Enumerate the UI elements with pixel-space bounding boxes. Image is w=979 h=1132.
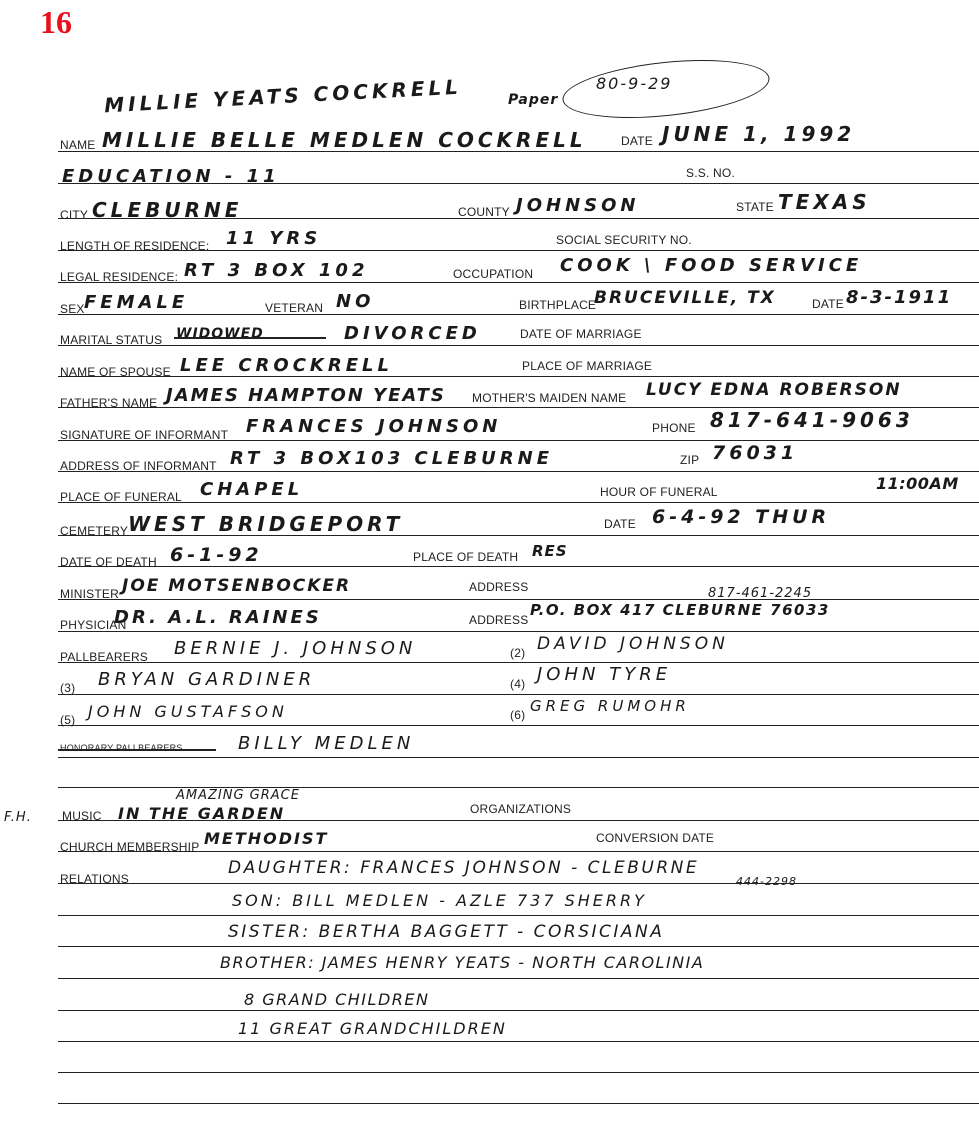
rule	[58, 978, 979, 979]
rule	[58, 662, 979, 663]
conversion-date-label: CONVERSION DATE	[596, 831, 715, 845]
rule	[58, 151, 979, 152]
veteran-value: NO	[336, 291, 375, 312]
birth-date-value: 8-3-1911	[846, 287, 953, 308]
pallbearer-6-number: (6)	[510, 708, 526, 722]
rule	[58, 1041, 979, 1042]
minister-label: MINISTER	[60, 587, 119, 601]
county-value: JOHNSON	[516, 195, 640, 216]
rule	[58, 883, 979, 884]
city-label: CITY	[60, 208, 89, 222]
cemetery-value: WEST BRIDGEPORT	[128, 512, 404, 536]
date-of-marriage-label: DATE OF MARRIAGE	[520, 327, 642, 341]
funeral-home-margin-note: F.H.	[4, 810, 32, 825]
pallbearer-5-number: (5)	[60, 713, 76, 727]
education-value: EDUCATION - 11	[62, 166, 280, 187]
header-title: MILLIE YEATS COCKRELL	[103, 74, 463, 118]
rule	[58, 694, 979, 695]
rule	[58, 915, 979, 916]
marital-status-label: MARITAL STATUS	[60, 333, 163, 347]
sex-label: SEX	[60, 302, 85, 316]
date-of-death-value: 6-1-92	[170, 544, 263, 566]
pallbearer-2: DAVID JOHNSON	[537, 634, 729, 654]
birthplace-value: BRUCEVILLE, TX	[594, 288, 776, 308]
paper-note: Paper	[508, 92, 559, 108]
cemetery-label: CEMETERY	[60, 524, 129, 538]
rule	[58, 1010, 979, 1011]
phone-value: 817-641-9063	[710, 408, 914, 432]
relation-daughter: DAUGHTER: FRANCES JOHNSON - CLEBURNE	[228, 858, 700, 878]
place-of-funeral-value: CHAPEL	[200, 479, 304, 500]
rule	[58, 218, 979, 219]
hour-of-funeral-label: HOUR OF FUNERAL	[600, 485, 718, 499]
physician-value: DR. A.L. RAINES	[114, 607, 322, 628]
organizations-label: ORGANIZATIONS	[470, 802, 572, 816]
pallbearer-3: BRYAN GARDINER	[98, 669, 316, 690]
rule	[58, 631, 979, 632]
veteran-label: VETERAN	[265, 301, 324, 315]
legal-residence-value: RT 3 BOX 102	[184, 260, 369, 281]
relations-label: RELATIONS	[60, 872, 129, 886]
mother-label: MOTHER'S MAIDEN NAME	[472, 391, 627, 405]
relation-grandchildren: 8 GRAND CHILDREN	[244, 990, 430, 1009]
rule	[58, 757, 979, 758]
rule	[58, 1072, 979, 1073]
pallbearer-4: JOHN TYRE	[537, 664, 672, 685]
legal-residence-label: LEGAL RESIDENCE:	[60, 270, 179, 284]
length-of-residence-label: LENGTH OF RESIDENCE:	[60, 239, 210, 253]
minister-address-label: ADDRESS	[469, 580, 529, 594]
reference-code: 80-9-29	[596, 74, 673, 93]
rule	[58, 440, 979, 441]
place-of-death-label: PLACE OF DEATH	[413, 550, 519, 564]
physician-address-value: P.O. BOX 417 CLEBURNE 76033	[530, 601, 830, 619]
rule	[58, 502, 979, 503]
rule	[58, 345, 979, 346]
strike-through	[58, 749, 216, 751]
birthplace-label: BIRTHPLACE	[519, 298, 597, 312]
marital-status-value: DIVORCED	[344, 323, 481, 344]
physician-address-label: ADDRESS	[469, 613, 529, 627]
father-value: JAMES HAMPTON YEATS	[166, 385, 446, 406]
relation-son: SON: BILL MEDLEN - AZLE 737 SHERRY	[232, 891, 647, 910]
date-value: JUNE 1, 1992	[662, 122, 856, 146]
page-number: 16	[40, 4, 72, 40]
minister-value: JOE MOTSENBOCKER	[122, 576, 352, 596]
honorary-pallbearer: BILLY MEDLEN	[238, 733, 415, 754]
spouse-label: NAME OF SPOUSE	[60, 365, 171, 379]
music-label: MUSIC	[62, 809, 102, 823]
church-membership-label: CHURCH MEMBERSHIP	[60, 840, 200, 854]
physician-phone-note: 817-461-2245	[708, 586, 813, 601]
informant-signature-value: FRANCES JOHNSON	[246, 416, 502, 437]
rule	[58, 282, 979, 283]
rule	[58, 566, 979, 567]
pallbearer-5: JOHN GUSTAFSON	[88, 702, 288, 721]
county-label: COUNTY	[458, 205, 510, 219]
rule	[58, 820, 979, 821]
relation-daughter-phone: 444-2298	[736, 875, 797, 888]
sex-value: FEMALE	[84, 292, 189, 313]
city-value: CLEBURNE	[92, 198, 243, 222]
relation-sister: SISTER: BERTHA BAGGETT - CORSICIANA	[228, 922, 665, 942]
rule	[58, 946, 979, 947]
hour-of-funeral-value: 11:00AM	[876, 474, 959, 493]
ss-no-label: S.S. NO.	[686, 166, 735, 180]
place-of-marriage-label: PLACE OF MARRIAGE	[522, 359, 653, 373]
rule	[58, 376, 979, 377]
state-label: STATE	[736, 200, 774, 214]
informant-address-label: ADDRESS OF INFORMANT	[60, 459, 217, 473]
zip-label: ZIP	[680, 453, 700, 467]
birth-date-label: DATE	[812, 297, 844, 311]
length-of-residence-value: 11 YRS	[226, 228, 322, 249]
rule	[58, 1103, 979, 1104]
pallbearer-4-number: (4)	[510, 677, 526, 691]
physician-label: PHYSICIAN	[60, 618, 127, 632]
informant-address-value: RT 3 BOX103 CLEBURNE	[230, 448, 554, 469]
rule	[58, 851, 979, 852]
date-label: DATE	[621, 134, 653, 148]
place-of-death-value: RES	[532, 542, 568, 560]
rule	[58, 250, 979, 251]
pallbearers-label: PALLBEARERS	[60, 650, 149, 664]
funeral-date-value: 6-4-92 THUR	[652, 506, 831, 528]
rule	[58, 183, 979, 184]
spouse-value: LEE CROCKRELL	[180, 355, 393, 376]
mother-value: LUCY EDNA ROBERSON	[646, 380, 902, 400]
name-value: MILLIE BELLE MEDLEN COCKRELL	[102, 128, 587, 152]
honorary-pallbearers-label: HONORARY PALLBEARERS	[60, 743, 183, 753]
informant-signature-label: SIGNATURE OF INFORMANT	[60, 428, 229, 442]
funeral-date-label: DATE	[604, 517, 636, 531]
music-selection-2: IN THE GARDEN	[118, 804, 286, 823]
rule	[58, 314, 979, 315]
marital-status-struck-value: WIDOWED	[176, 326, 264, 342]
pallbearer-6: GREG RUMOHR	[530, 697, 690, 715]
pallbearer-2-number: (2)	[510, 646, 526, 660]
zip-value: 76031	[712, 442, 799, 464]
father-label: FATHER'S NAME	[60, 396, 158, 410]
church-membership-value: METHODIST	[204, 829, 329, 848]
relation-brother: BROTHER: JAMES HENRY YEATS - NORTH CAROLINIA	[220, 953, 705, 972]
name-label: NAME	[60, 138, 96, 152]
music-selection-1: AMAZING GRACE	[176, 788, 300, 803]
pallbearer-3-number: (3)	[60, 681, 76, 695]
state-value: TEXAS	[778, 190, 871, 214]
phone-label: PHONE	[652, 421, 696, 435]
rule	[58, 599, 979, 600]
rule	[58, 471, 979, 472]
date-of-death-label: DATE OF DEATH	[60, 555, 157, 569]
rule	[58, 725, 979, 726]
pallbearer-1: BERNIE J. JOHNSON	[174, 638, 417, 659]
rule	[58, 535, 979, 536]
place-of-funeral-label: PLACE OF FUNERAL	[60, 490, 182, 504]
occupation-value: COOK \ FOOD SERVICE	[560, 255, 863, 276]
relation-great-grandchildren: 11 GREAT GRANDCHILDREN	[238, 1019, 507, 1038]
social-security-label: SOCIAL SECURITY NO.	[556, 233, 692, 247]
occupation-label: OCCUPATION	[453, 267, 534, 281]
strike-through	[174, 337, 326, 339]
